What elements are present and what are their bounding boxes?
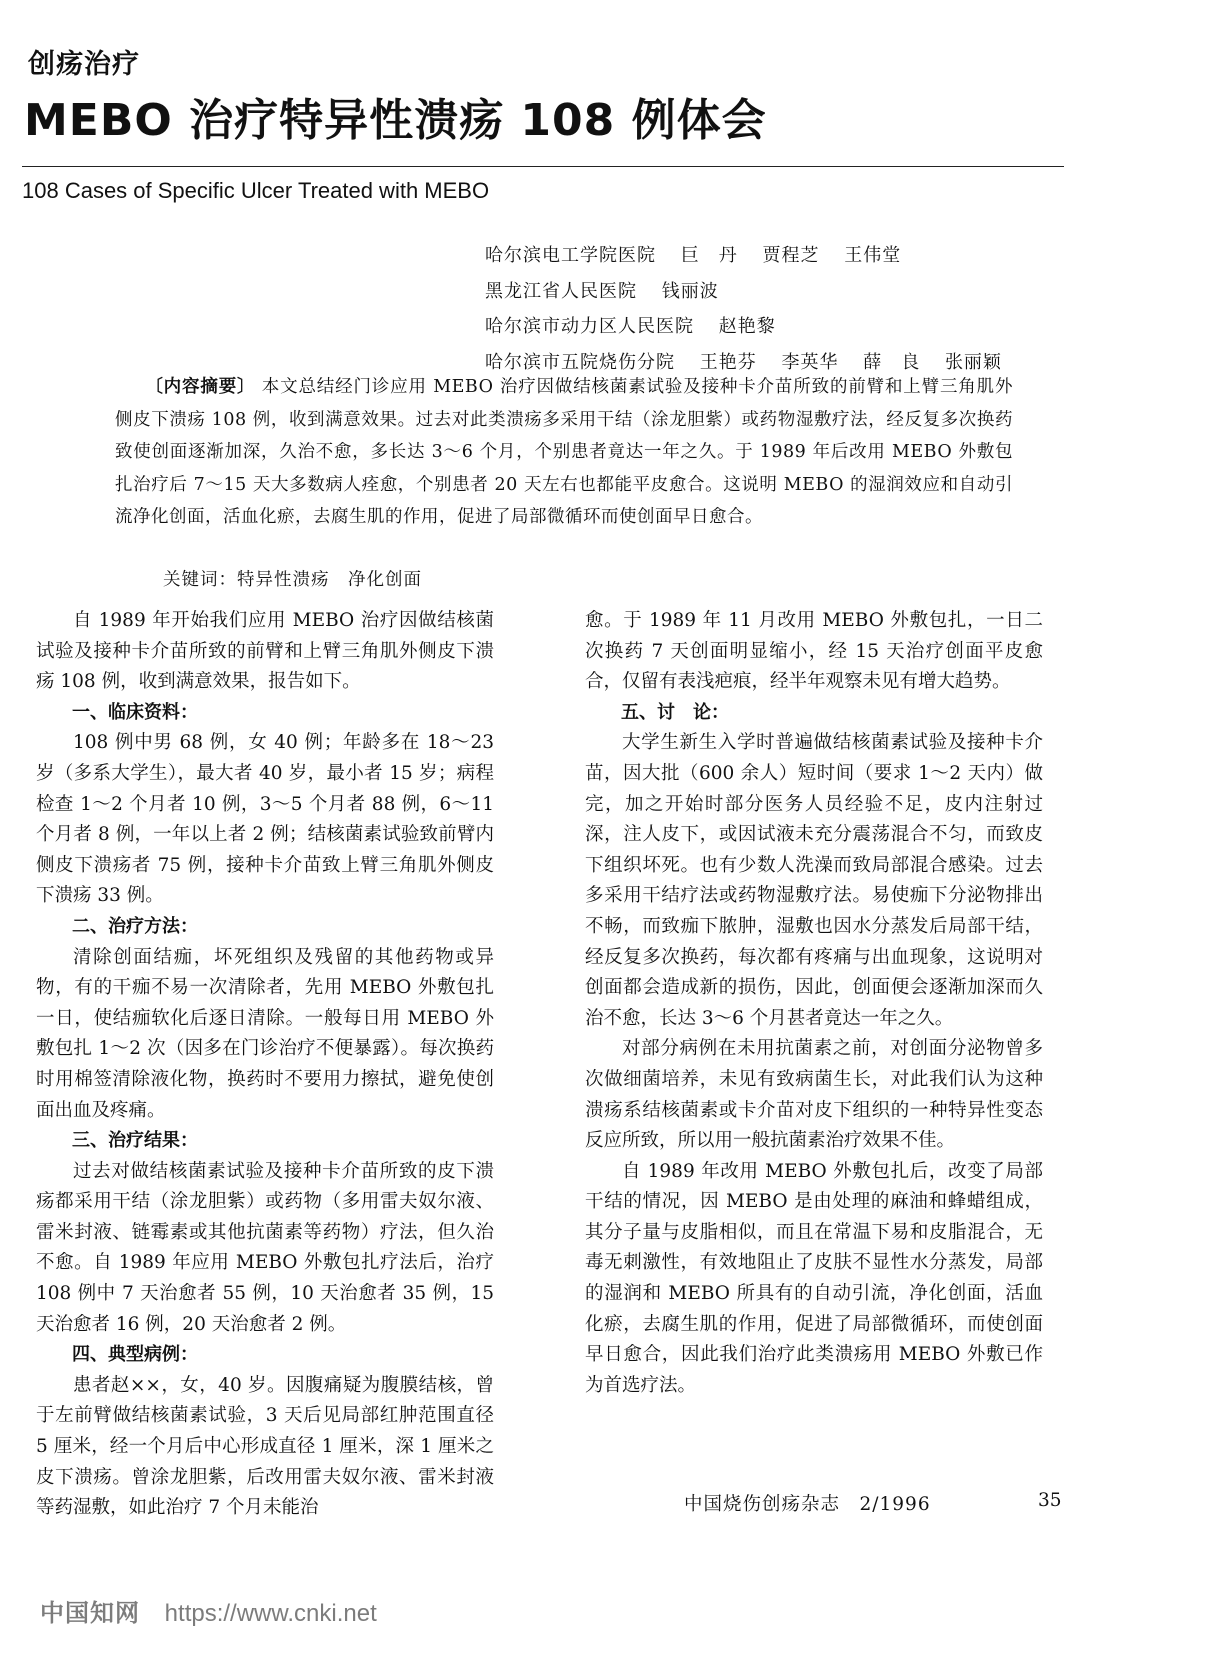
body-paragraph: 自 1989 年改用 MEBO 外敷包扎后，改变了局部干结的情况，因 MEBO 是由处理的麻油和蜂蜡组成，其分子量与皮脂相似，而且在常温下易和皮脂混合，无毒无刺激性，有效地阻止了皮肤不显性水分蒸发，局部的湿润和 MEBO 所具有的自动引流，净化创面，活血化瘀，去腐生肌的作用，促进了局部微循环，而使创面早日愈合，因此我们治疗此类溃疡用 MEBO 外敷已作为首选疗法。 (585, 1160, 1043, 1396)
cnki-logo: 中国知网 (40, 1600, 140, 1627)
author-line (485, 274, 1020, 310)
section-heading: 四、典型病例： (72, 1344, 198, 1366)
author-name: 张丽颖 (944, 351, 1002, 373)
author-name: 李英华 (781, 351, 839, 373)
abstract-text: 本文总结经门诊应用 MEBO 治疗因做结核菌素试验及接种卡介苗所致的前臂和上臂三角肌外侧皮下溃疡 108 例，收到满意效果。过去对此类溃疡多采用干结（涂龙胆紫）或药物湿敷疗法，经反复多次换药致使创面逐渐加深，久治不愈，多长达 3～6 个月，个别患者竟达一年之久。于 1989 年后改用 MEBO 外敷包扎治疗后 7～15 天大多数病人痊愈，个别患者 20 天左右也都能平皮愈合。这说明 MEBO 的湿润效应和自动引流净化创面，活血化瘀，去腐生肌的作用，促进了局部微循环而使创面早日愈合。 (115, 377, 1013, 527)
body-paragraph: 对部分病例在未用抗菌素之前，对创面分泌物曾多次做细菌培养，未见有致病菌生长，对此我们认为这种溃疡系结核菌素或卡介苗对皮下组织的一种特异性变态反应所致，所以用一般抗菌素治疗效果不佳。 (585, 1038, 1043, 1152)
body-paragraph: 清除创面结痂，坏死组织及残留的其他药物或异物，有的干痂不易一次清除者，先用 MEBO 外敷包扎一日，使结痂软化后逐日清除。一般每日用 MEBO 外敷包扎 1～2 次（因多在门诊治疗不便暴露）。每次换药时用棉签清除液化物，换药时不要用力擦拭，避免使创面出血及疼痛。 (36, 946, 494, 1121)
abstract-label: 〔内容摘要〕 (145, 377, 256, 397)
journal-footer: 中国烧伤创疡杂志 2/1996 (684, 1494, 931, 1515)
body-paragraph-continued: 愈。于 1989 年 11 月改用 MEBO 外敷包扎，一日二次换药 7 天创面明显缩小，经 15 天治疗创面平皮愈合，仅留有表浅疤痕，经半年观察未见有增大趋势。 (585, 610, 1043, 693)
body-paragraph: 患者赵××，女，40 岁。因腹痛疑为腹膜结核，曾于左前臂做结核菌素试验，3 天后见局部红肿范围直径 5 厘米，经一个月后中心形成直径 1 厘米，深 1 厘米之皮下溃疡。曾涂龙胆紫，后改用雷夫奴尔液、雷米封液等药湿敷，如此治疗 7 个月未能治 (36, 1374, 494, 1519)
cnki-watermark (40, 1593, 377, 1628)
body-column-left (36, 606, 494, 1524)
section-label: 创疡治疗 (28, 49, 140, 80)
author-name: 王艳芬 (699, 351, 757, 373)
section-heading: 二、治疗方法： (72, 915, 198, 937)
cnki-url: https://www.cnki.net (164, 1600, 377, 1627)
author-line (485, 238, 1020, 274)
body-paragraph: 自 1989 年开始我们应用 MEBO 治疗因做结核菌试验及接种卡介苗所致的前臂和上臂三角肌外侧皮下溃疡 108 例，收到满意效果，报告如下。 (36, 610, 494, 693)
author-name: 薛 良 (863, 351, 921, 373)
author-name: 巨 丹 (680, 245, 738, 266)
abstract (115, 371, 1013, 534)
affiliation: 哈尔滨电工学院医院 (485, 245, 656, 266)
affiliation: 黑龙江省人民医院 (485, 280, 637, 302)
section-heading: 三、治疗结果： (72, 1130, 198, 1152)
author-line (485, 309, 1020, 345)
affiliation: 哈尔滨市五院烧伤分院 (485, 351, 675, 373)
english-title: 108 Cases of Specific Ulcer Treated with MEBO (22, 178, 490, 203)
body-paragraph: 大学生新生入学时普遍做结核菌素试验及接种卡介苗，因大批（600 余人）短时间（要求 1～2 天内）做完，加之开始时部分医务人员经验不足，皮内注射过深，注人皮下，或因试液未充分震荡混合不匀，而致皮下组织坏死。也有少数人洗澡而致局部混合感染。过去多采用干结疗法或药物湿敷疗法。易使痂下分泌物排出不畅，而致痂下脓肿，湿敷也因水分蒸发后局部干结，经反复多次换药，每次都有疼痛与出血现象，这说明对创面都会造成新的损伤，因此，创面便会逐渐加深而久治不愈，长达 3～6 个月甚者竟达一年之久。 (585, 732, 1043, 1029)
keywords: 关键词：特异性溃疡 净化创面 (163, 570, 422, 590)
section-heading: 一、临床资料： (72, 701, 198, 723)
body-paragraph: 过去对做结核菌素试验及接种卡介苗所致的皮下溃疡都采用干结（涂龙胆紫）或药物（多用雷夫奴尔液、雷米封液、链霉素或其他抗菌素等药物）疗法，但久治不愈。自 1989 年应用 MEBO 外敷包扎疗法后，治疗 108 例中 7 天治愈者 55 例，10 天治愈者 35 例，15 天治愈者 16 例，20 天治愈者 2 例。 (36, 1160, 494, 1335)
author-name: 赵艳黎 (718, 316, 776, 337)
affiliation: 哈尔滨市动力区人民医院 (485, 316, 694, 337)
body-paragraph: 108 例中男 68 例，女 40 例；年龄多在 18～23 岁（多系大学生），最大者 40 岁，最小者 15 岁；病程检查 1～2 个月者 10 例，3～5 个月者 88 例，6～11 个月者 8 例，一年以上者 2 例；结核菌素试验致前臂内侧皮下溃疡者 75 例，接种卡介苗致上臂三角肌外侧皮下溃疡 33 例。 (36, 732, 494, 907)
author-block (485, 238, 1020, 380)
author-name: 王伟堂 (844, 245, 902, 266)
body-column-right (585, 606, 1043, 1401)
title-rule (22, 166, 1064, 167)
section-heading: 五、讨 论： (621, 701, 729, 723)
article-title: MEBO 治疗特异性溃疡 108 例体会 (24, 95, 767, 146)
author-name: 钱丽波 (661, 280, 719, 302)
author-name: 贾程芝 (762, 245, 820, 266)
page-number: 35 (1038, 1490, 1062, 1511)
